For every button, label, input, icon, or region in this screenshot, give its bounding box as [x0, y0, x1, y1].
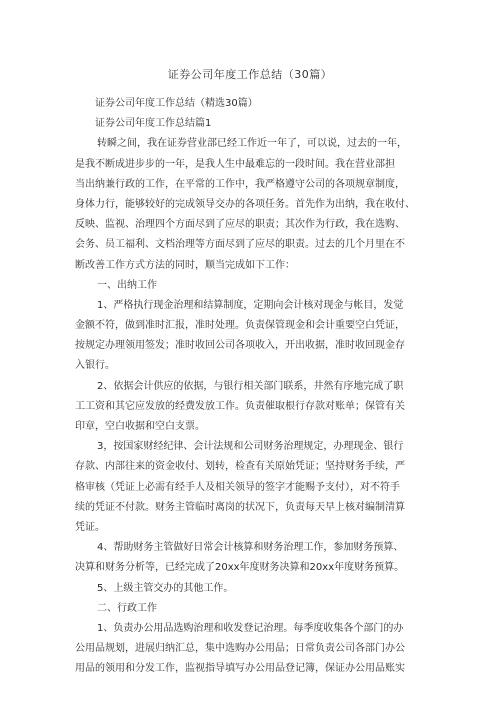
text-line: 反映、监视、治理四个方面尽到了应尽的职责；其次作为行政，我在选购、: [75, 219, 405, 231]
text-line: 是我不断成进步步的一年，是我人生中最难忘的一段时间。我在营业部担: [75, 158, 395, 170]
text-line: 1、严格执行现金治理和结算制度，定期向会计核对现金与帐目，发觉: [97, 299, 404, 311]
text-line: 入银行。: [75, 360, 115, 372]
text-line: 5、上级主管交办的其他工作。: [97, 582, 234, 594]
text-line: 凭证。: [75, 521, 105, 533]
text-line: 会务、员工福利、文档治理等方面尽到了应尽的职责。过去的几个月里在不: [75, 239, 405, 251]
document-title: 证券公司年度工作总结（30篇）: [167, 68, 333, 81]
text-line: 金额不符，做到准时汇报，准时处理。负责保管现金和会计重要空白凭证，: [75, 320, 405, 332]
text-line: 当出纳兼行政的工作，在平常的工作中，我严格遵守公司的各项规章制度，: [75, 178, 405, 190]
text-line: 格审核（凭证上必需有经手人及相关领导的签字才能赐予支付），对不符手: [75, 481, 400, 493]
text-line: 身体力行，能够较好的完成领导交办的各项任务。首先作为出纳，我在收付、: [75, 198, 415, 210]
text-line: 决算和财务分析等，已经完成了20xx年度财务决算和20xx年度财务预算。: [75, 562, 405, 574]
text-line: 证券公司年度工作总结（精选30篇）: [95, 98, 258, 109]
text-line: 续的凭证不付款。财务主管临时离岗的状况下，负责每天早上核对编制清算: [75, 501, 405, 513]
text-line: 存款、内部往来的资金收付、划转，检查有关原始凭证；坚持财务手续，严: [75, 461, 405, 473]
text-line: 3，按国家财经纪律、会计法规和公司财务治理规定，办理现金、银行: [97, 441, 404, 453]
text-line: 断改善工作方式方法的同时，顺当完成如下工作：: [75, 259, 295, 271]
text-line: 4、帮助财务主管做好日常会计核算和财务治理工作，参加财务预算、: [97, 542, 404, 554]
text-line: 二、行政工作: [97, 602, 157, 614]
text-line: 1、负责办公用品选购治理和收发登记治理。每季度收集各个部门的办: [97, 622, 404, 634]
document-body: [75, 94, 425, 679]
text-line: 证券公司年度工作总结篇1: [95, 118, 212, 130]
text-line: 公用品规划，进展归纳汇总，集中选购办公用品；日常负责公司各部门办公: [75, 643, 405, 655]
text-line: 工工资和其它应发放的经费发放工作。负责催取根行存款对账单；保管有关: [75, 400, 405, 412]
text-line: 转瞬之间，我在证券营业部已经工作近一年了，可以说，过去的一年，: [97, 138, 407, 150]
text-line: 2、依据会计供应的依据，与银行相关部门联系，井然有序地完成了职: [97, 380, 404, 392]
text-line: 按规定办理领用签发；准时收回公司各项收入，开出收据，准时收回现金存: [75, 340, 405, 352]
text-line: 印章，空白收据和空白支票。: [75, 421, 205, 432]
text-line: 一、出纳工作: [97, 279, 157, 291]
text-line: 用品的领用和分发工作，监视指导填写办公用品登记簿，保证办公用品账实: [75, 663, 405, 675]
